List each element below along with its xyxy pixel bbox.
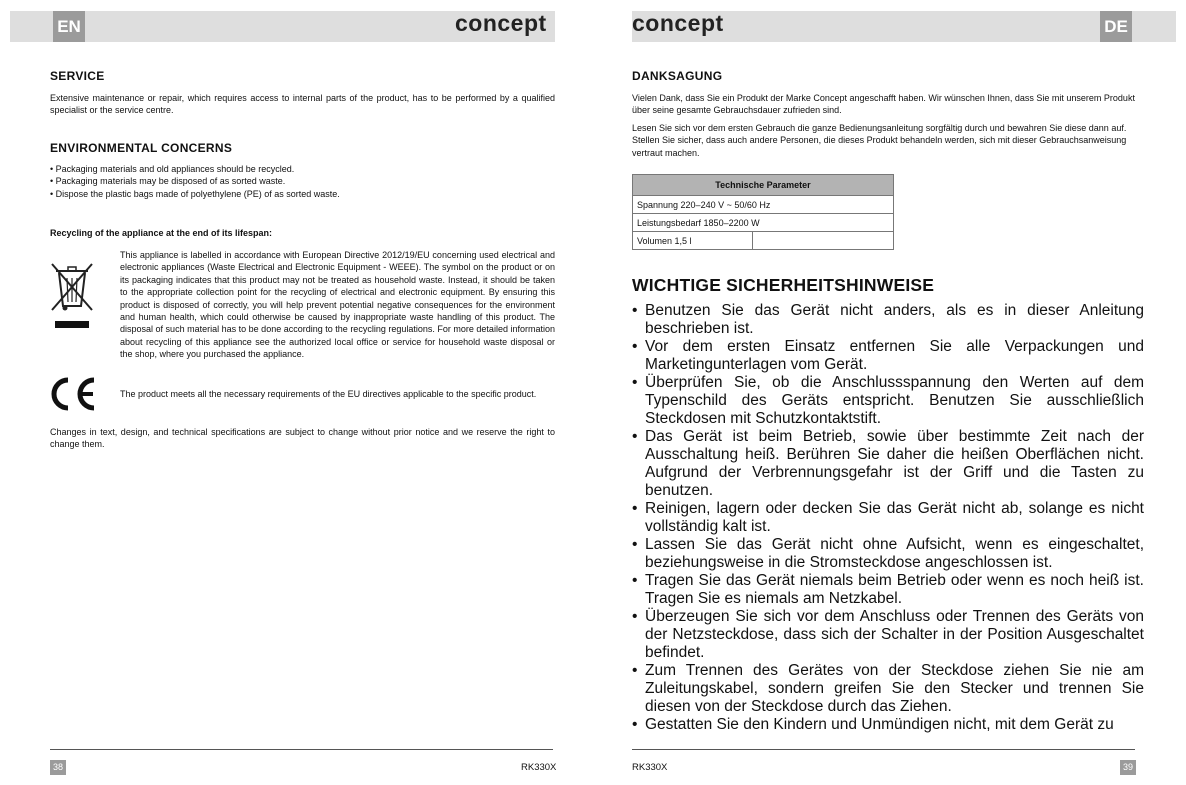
environment-heading: ENVIRONMENTAL CONCERNS — [50, 141, 233, 155]
footer-divider-right — [632, 749, 1135, 750]
footer-divider-left — [50, 749, 553, 750]
list-item: • Packaging materials and old appliances should be recycled. — [50, 163, 555, 175]
list-item: • Reinigen, lagern oder decken Sie das Gerät nicht ab, solange es nicht vollständig kalt ist. — [632, 500, 1144, 536]
changes-notice: Changes in text, design, and technical specifications are subject to change without prior notice and we reserve the right to change them. — [50, 427, 555, 450]
environment-list — [50, 163, 555, 200]
brand-logo-right: concept — [632, 10, 724, 36]
list-item: • Lassen Sie das Gerät nicht ohne Aufsicht, wenn es eingeschaltet, beziehungsweise in die Stromsteckdose angeschlossen ist. — [632, 536, 1144, 572]
list-item: • Packaging materials may be disposed of as sorted waste. — [50, 175, 555, 187]
safety-list — [632, 302, 1144, 734]
table-cell: Leistungsbedarf 1850–2200 W — [633, 214, 894, 232]
tech-table-header: Technische Parameter — [633, 175, 894, 196]
table-row — [633, 232, 894, 250]
language-badge-de: DE — [1100, 11, 1132, 42]
list-item: • Tragen Sie das Gerät niemals beim Betrieb oder wenn es noch heiß ist. Tragen Sie es niemals am Netzkabel. — [632, 572, 1144, 608]
ce-mark-icon — [46, 376, 98, 412]
thanks-heading: DANKSAGUNG — [632, 69, 723, 83]
list-item: • Zum Trennen des Gerätes von der Steckdose ziehen Sie nie am Zuleitungskabel, sondern greifen Sie den Stecker und trennen Sie diesen von der Steckdose durch das Ziehen. — [632, 662, 1144, 716]
model-label-left: RK330X — [521, 762, 557, 773]
service-heading: SERVICE — [50, 69, 105, 83]
weee-crossed-bin-icon — [50, 262, 94, 332]
list-item: • Überprüfen Sie, ob die Anschlussspannung den Werten auf dem Typenschild des Geräts entspricht. Benutzen Sie ausschließlich Steckdosen mit Schutzkontaktstift. — [632, 374, 1144, 428]
list-item: • Das Gerät ist beim Betrieb, sowie über bestimmte Zeit nach der Ausschaltung heiß. Berühren Sie daher die heißen Oberflächen nicht. Aufgrund der Verbrennungsgefahr ist der Griff und die Tasten zu benutzen. — [632, 428, 1144, 500]
list-item: • Benutzen Sie das Gerät nicht anders, als es in dieser Anleitung beschrieben ist. — [632, 302, 1144, 338]
table-cell-empty — [753, 232, 894, 250]
table-row — [633, 214, 894, 232]
table-cell: Volumen 1,5 l — [633, 232, 753, 250]
recycling-text: This appliance is labelled in accordance with European Directive 2012/19/EU concerning used electrical and electronic appliances (Waste Electrical and Electronic Equipment - WEEE). The symbol on the product or on its packaging indicates that this product may not be treated as household waste. Instead, it should be taken to the appropriate collection point for the recycling of electrical and electronic equipment. By ensuring this product is disposed of correctly, you will help prevent potential negative consequences for the environment and human health, which could otherwise be caused by inappropriate waste handling of this product. The disposal of such material has to be done according to the recycling regulations. For more detailed information about recycling of this appliance see the authorized local office or service for household waste disposal or the shop, where you purchased the appliance. — [120, 250, 555, 360]
table-row — [633, 196, 894, 214]
tech-parameters-table — [632, 174, 894, 250]
thanks-para-2: Lesen Sie sich vor dem ersten Gebrauch die ganze Bedienungsanleitung sorgfältig durch und bewahren Sie diese dann auf. Stellen Sie sicher, dass auch andere Personen, die dieses Produkt behandeln werden, sich mit dieser Gebrauchsanweisung vertraut machen. — [632, 123, 1127, 158]
list-item: • Vor dem ersten Einsatz entfernen Sie alle Verpackungen und Marketingunterlagen vom Gerät. — [632, 338, 1144, 374]
page-number-right: 39 — [1120, 760, 1136, 775]
model-label-right: RK330X — [632, 762, 668, 773]
thanks-para-1: Vielen Dank, dass Sie ein Produkt der Marke Concept angeschafft haben. Wir wünschen Ihnen, dass Sie mit unserem Produkt über seine gesamte Gebrauchsdauer zufrieden sind. — [632, 93, 1135, 116]
service-text: Extensive maintenance or repair, which requires access to internal parts of the product, has to be performed by a qualified specialist or the service centre. — [50, 93, 555, 116]
list-item: • Dispose the plastic bags made of polyethylene (PE) of as sorted waste. — [50, 188, 555, 200]
page-number-left: 38 — [50, 760, 66, 775]
brand-logo-left: concept — [455, 10, 547, 36]
safety-heading: WICHTIGE SICHERHEITSHINWEISE — [632, 275, 935, 295]
list-item: • Gestatten Sie den Kindern und Unmündigen nicht, mit dem Gerät zu — [632, 716, 1144, 734]
recycling-heading: Recycling of the appliance at the end of its lifespan: — [50, 228, 273, 238]
ce-text: The product meets all the necessary requirements of the EU directives applicable to the specific product. — [120, 389, 537, 399]
language-badge-en: EN — [53, 11, 85, 42]
list-item: • Überzeugen Sie sich vor dem Anschluss oder Trennen des Geräts von der Netzsteckdose, dass sich der Schalter in der Position Ausgeschaltet befindet. — [632, 608, 1144, 662]
table-cell: Spannung 220–240 V ~ 50/60 Hz — [633, 196, 894, 214]
